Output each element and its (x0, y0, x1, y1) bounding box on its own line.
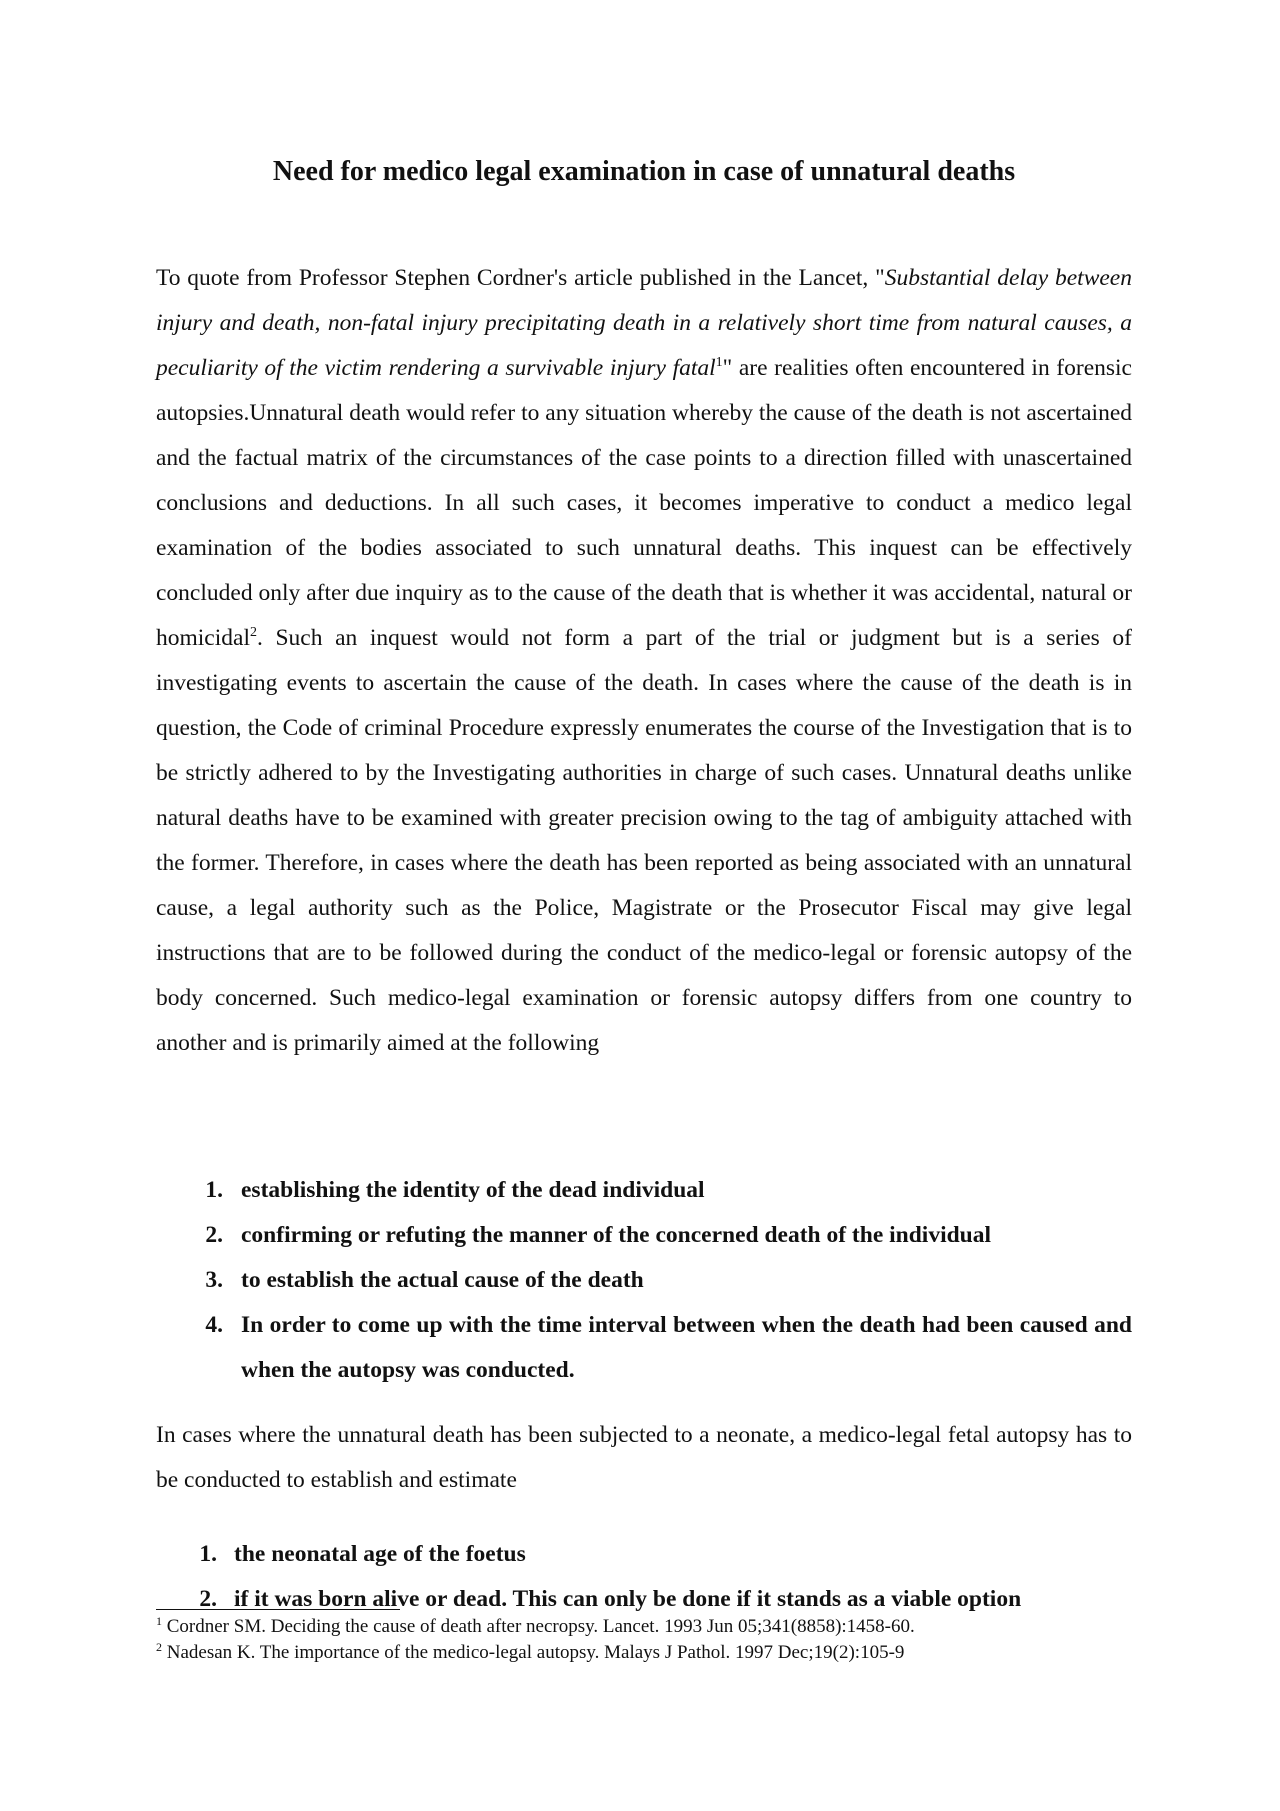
list-item-number: 2. (199, 1586, 217, 1612)
list-item-number: 1. (199, 1541, 217, 1567)
paragraph-continuation: " are realities often encountered in forensic autopsies.Unnatural death would refer to any situation whereby the cause of the death is not ascertained and the factual matrix of the circumstances of the case points to a direction filled with unascertained conclusions and deductions. In all such cases, it becomes imperative to conduct a medico legal examination of the bodies associated to such unnatural deaths. This inquest can be effectively concluded only after due inquiry as to the cause of the death that is whether it was accidental, natural or homicidal (156, 355, 1132, 651)
footnote-ref-2[interactable]: 2 (249, 625, 257, 640)
list-item-number: 1. (205, 1177, 223, 1203)
list-item (205, 1303, 1132, 1393)
footnote-text: Nadesan K. The importance of the medico-legal autopsy. Malays J Pathol. 1997 Dec;19(2):105-9 (162, 1642, 905, 1663)
paragraph-rest: . Such an inquest would not form a part of the trial or judgment but is a series of investigating events to ascertain the cause of the death. In cases where the cause of the death is in question, the Code of criminal Procedure expressly enumerates the course of the Investigation that is to be strictly adhered to by the Investigating authorities in charge of such cases. Unnatural deaths unlike natural deaths have to be examined with greater precision owing to the tag of ambiguity attached with the former. Therefore, in cases where the death has been reported as being associated with an unnatural cause, a legal authority such as the Police, Magistrate or the Prosecutor Fiscal may give legal instructions that are to be followed during the conduct of the medico-legal or forensic autopsy of the body concerned. Such medico-legal examination or forensic autopsy differs from one country to another and is primarily aimed at the following (156, 625, 1132, 1056)
footnote-separator (156, 1609, 400, 1610)
list-item-number: 4. (205, 1312, 223, 1338)
list-item-text: to establish the actual cause of the death (241, 1267, 644, 1293)
body-paragraph-1 (156, 256, 1132, 1066)
list-item-text: In order to come up with the time interval between when the death had been caused and when the autopsy was conducted. (241, 1312, 1132, 1383)
list-item-number: 3. (205, 1267, 223, 1293)
list-item-text: confirming or refuting the manner of the concerned death of the individual (241, 1222, 992, 1248)
autopsy-aims-list (205, 1168, 1132, 1393)
list-item-text: if it was born alive or dead. This can only be done if it stands as a viable option (234, 1586, 1022, 1612)
list-item (205, 1213, 1132, 1258)
list-item-text: the neonatal age of the foetus (234, 1541, 526, 1567)
list-item (205, 1258, 1132, 1303)
body-paragraph-2: In cases where the unnatural death has been subjected to a neonate, a medico-legal fetal autopsy has to be conducted to establish and estimate (156, 1422, 1132, 1493)
document-title: Need for medico legal examination in case of unnatural deaths (272, 156, 1016, 187)
footnote-2 (156, 1640, 1132, 1666)
footnote-mark: 1 (156, 1614, 162, 1628)
lancet-quote: Substantial delay between injury and death, non-fatal injury precipitating death in a relatively short time from natural causes, a peculiarity of the victim rendering a survivable injury fatal (156, 265, 1132, 381)
footnote-text: Cordner SM. Deciding the cause of death after necropsy. Lancet. 1993 Jun 05;341(8858):1458-60. (162, 1616, 915, 1637)
list-item-text: establishing the identity of the dead individual (241, 1177, 705, 1203)
paragraph-intro: To quote from Professor Stephen Cordner's article published in the Lancet, " (156, 265, 885, 291)
footnotes (156, 1614, 1132, 1666)
list-item (199, 1532, 1132, 1577)
list-item-number: 2. (205, 1222, 223, 1248)
list-item (205, 1168, 1132, 1213)
footnote-1 (156, 1614, 1132, 1640)
footnote-ref-1[interactable]: 1 (715, 355, 723, 370)
footnote-mark: 2 (156, 1640, 162, 1654)
